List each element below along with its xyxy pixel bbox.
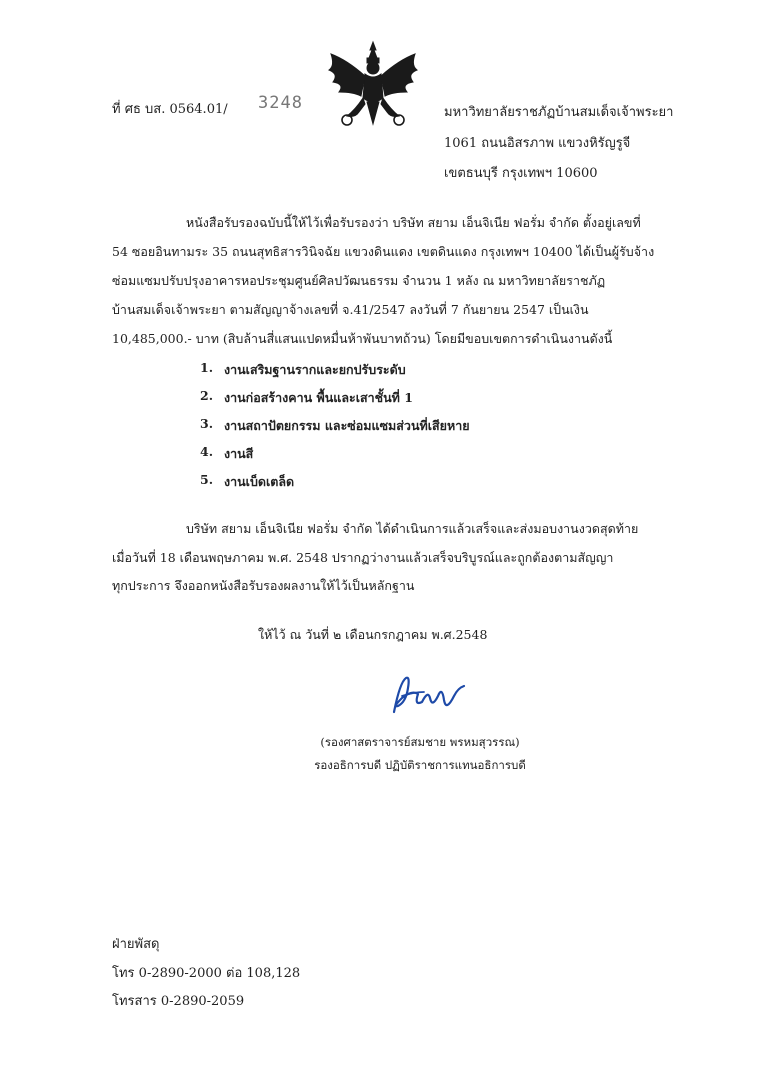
given-date: ให้ไว้ ณ วันที่ ๒ เดือนกรกฎาคม พ.ศ.2548 [258, 627, 488, 642]
footer-phone: โทร 0-2890-2000 ต่อ 108,128 [112, 966, 301, 981]
paragraph2-line: ทุกประการ จึงออกหนังสือรับรองผลงานให้ไว้เป็นหลักฐาน [112, 578, 415, 593]
address-line-2: เขตธนบุรี กรุงเทพฯ 10600 [444, 166, 598, 181]
paragraph2-line: บริษัท สยาม เอ็นจิเนีย ฟอรั่ม จำกัด ได้ดำเนินการแล้วเสร็จและส่งมอบงานงวดสุดท้าย [186, 521, 639, 536]
signer-title: รองอธิการบดี ปฏิบัติราชการแทนอธิการบดี [314, 758, 526, 772]
paragraph2-line: เมื่อวันที่ 18 เดือนพฤษภาคม พ.ศ. 2548 ปรากฏว่างานแล้วเสร็จบริบูรณ์และถูกต้องตามสัญญา [112, 550, 614, 565]
scope-item-number: 1. [200, 360, 214, 375]
garuda-emblem-icon [325, 40, 421, 132]
scope-item-text: งานสี [224, 446, 254, 461]
scope-item-text: งานเสริมฐานรากและยกปรับระดับ [224, 362, 406, 377]
scope-item-number: 3. [200, 416, 214, 431]
organization-name: มหาวิทยาลัยราชภัฏบ้านสมเด็จเจ้าพระยา [444, 105, 674, 120]
address-line-1: 1061 ถนนอิสรภาพ แขวงหิรัญรูจี [444, 136, 631, 151]
footer-department: ฝ่ายพัสดุ [112, 937, 160, 952]
scope-item-number: 4. [200, 444, 214, 459]
scope-item-text: งานสถาปัตยกรรม และซ่อมแซมส่วนที่เสียหาย [224, 418, 470, 433]
scope-item-text: งานเบ็ดเตล็ด [224, 474, 295, 489]
footer-fax: โทรสาร 0-2890-2059 [112, 994, 245, 1009]
reference-number: 3248 [258, 93, 303, 113]
paragraph1-line: 10,485,000.- บาท (สิบล้านสี่แสนแปดหมื่นห้าพันบาทถ้วน) โดยมีขอบเขตการดำเนินงานดังนี้ [112, 331, 613, 346]
paragraph1-line: ซ่อมแซมปรับปรุงอาคารหอประชุมศูนย์ศิลปวัฒนธรรม จำนวน 1 หลัง ณ มหาวิทยาลัยราชภัฏ [112, 273, 606, 288]
paragraph1-line: หนังสือรับรองฉบับนี้ให้ไว้เพื่อรับรองว่า บริษัท สยาม เอ็นจิเนีย ฟอรั่ม จำกัด ตั้งอยู่เลขที่ [186, 215, 641, 230]
reference-prefix: ที่ ศธ บส. 0564.01/ [112, 102, 228, 117]
paragraph1-line: 54 ซอยอินทามระ 35 ถนนสุทธิสารวินิจฉัย แขวงดินแดง เขตดินแดง กรุงเทพฯ 10400 ได้เป็นผู้รับจ้าง [112, 244, 655, 259]
scope-item-number: 2. [200, 388, 214, 403]
paragraph1-line: บ้านสมเด็จเจ้าพระยา ตามสัญญาจ้างเลขที่ จ.41/2547 ลงวันที่ 7 กันยายน 2547 เป็นเงิน [112, 302, 589, 317]
handwritten-signature [388, 672, 468, 722]
signer-name: (รองศาสตราจารย์สมชาย พรหมสุวรรณ) [320, 735, 520, 749]
scope-item-text: งานก่อสร้างคาน พื้นและเสาชั้นที่ 1 [224, 390, 413, 405]
scope-item-number: 5. [200, 472, 214, 487]
